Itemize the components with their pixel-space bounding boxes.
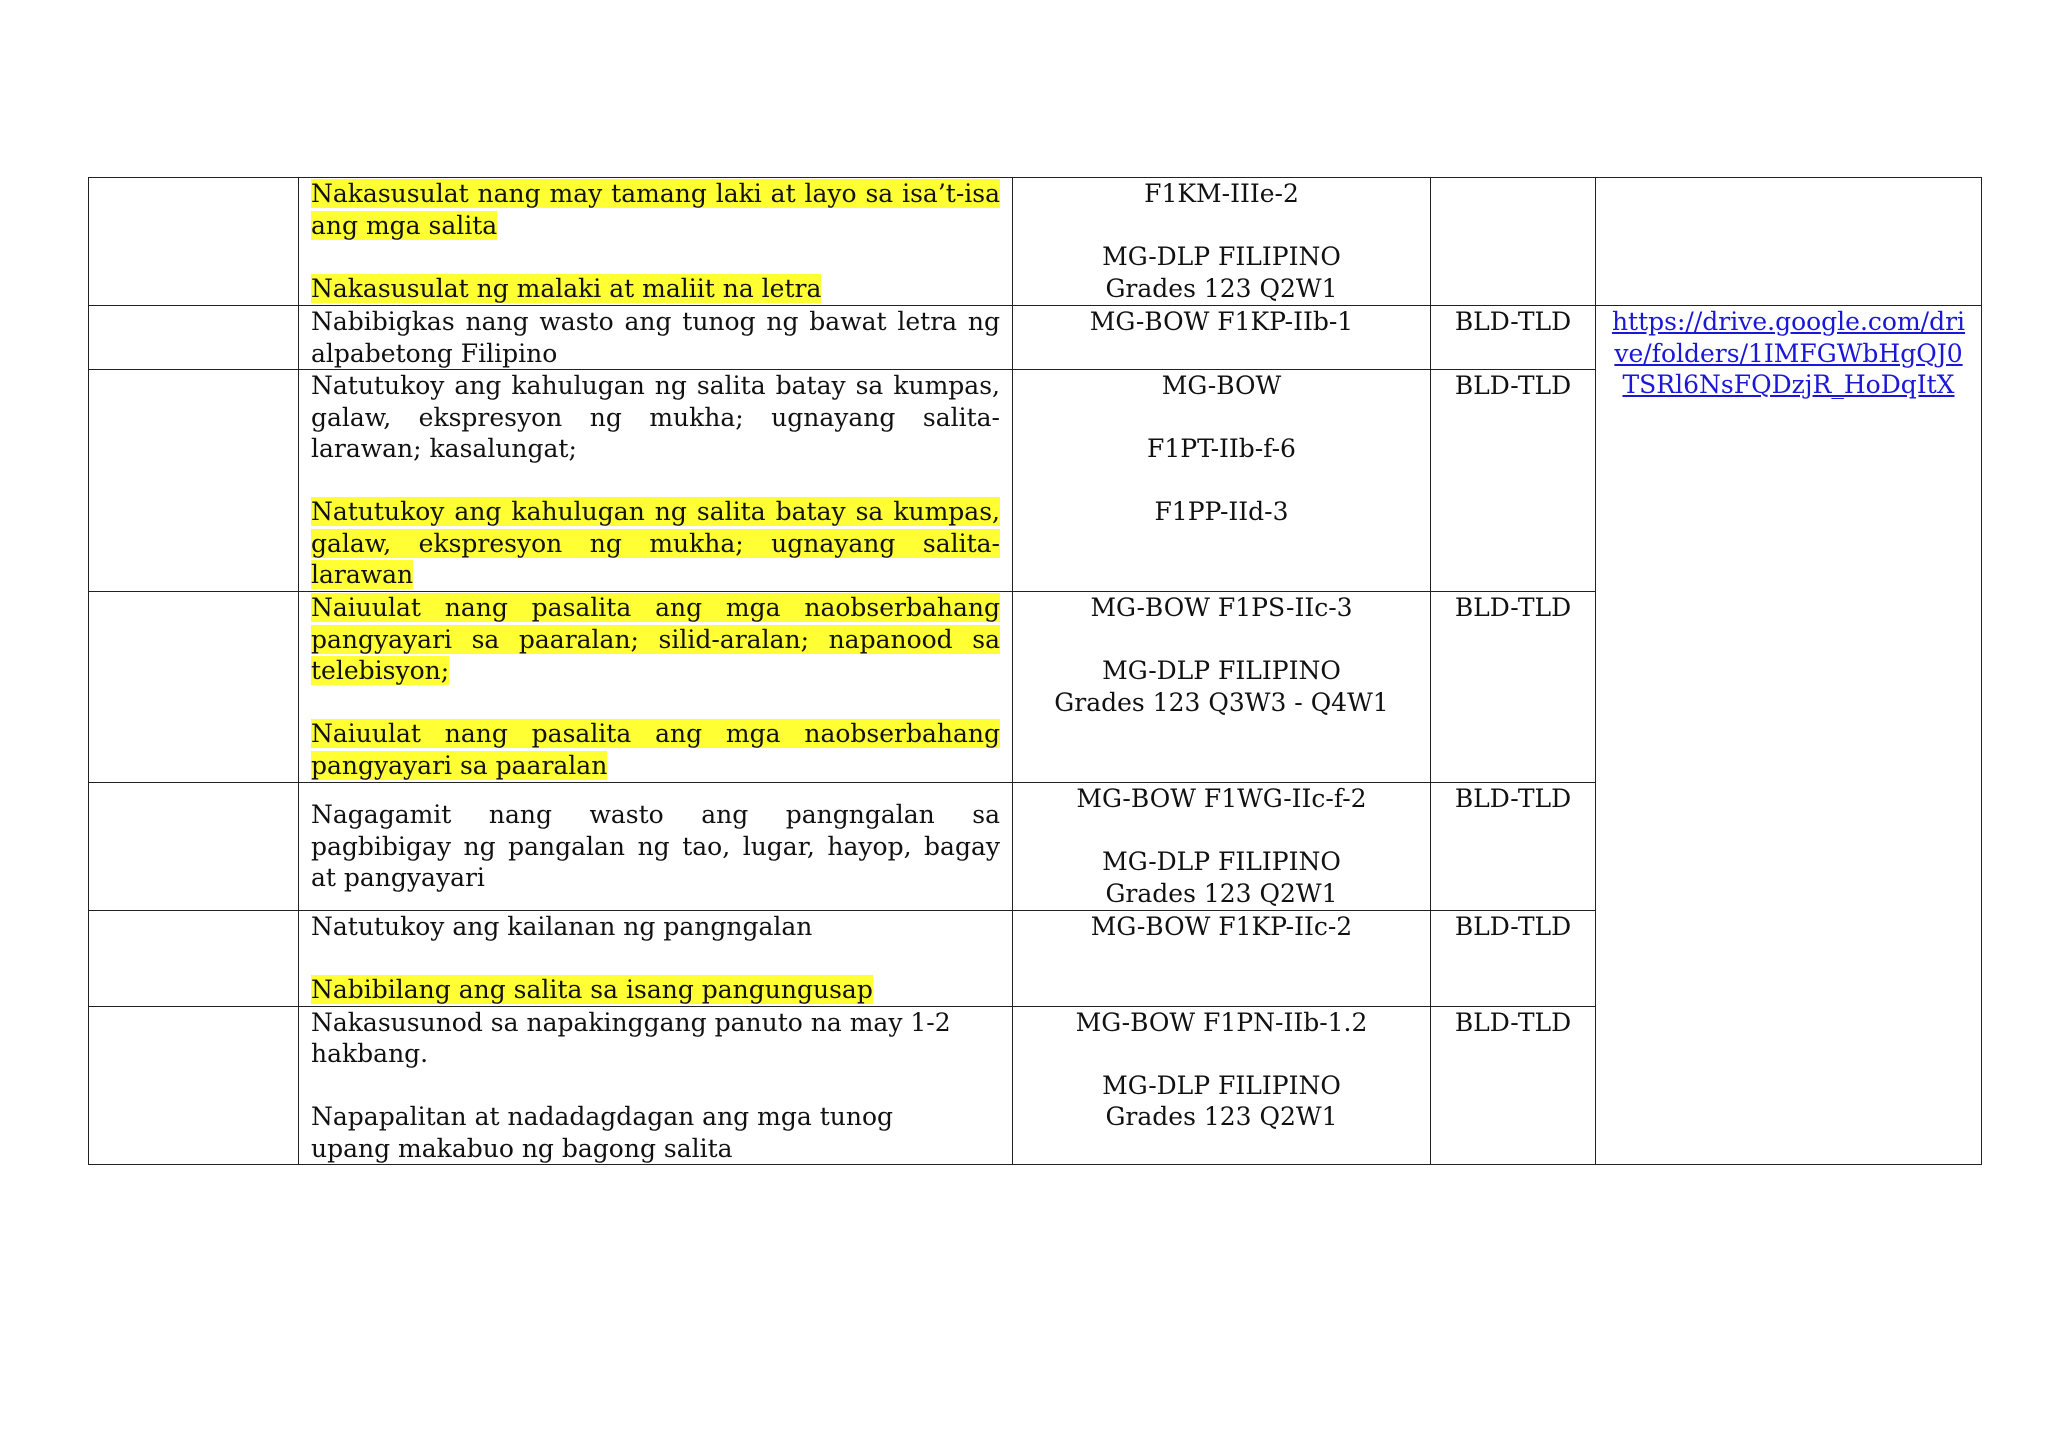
competency-cell — [299, 370, 1013, 592]
code-text: F1PP-IId-3 — [1154, 497, 1289, 526]
code-text: F1PT-IIb-f-6 — [1147, 434, 1296, 463]
competency-cell — [299, 306, 1013, 370]
blank-cell — [89, 306, 299, 370]
competency-text: Napapalitan at nadadagdagan ang mga tunog upang makabuo ng bagong salita — [311, 1102, 893, 1163]
code-cell — [1013, 178, 1431, 306]
mode-cell: BLD-TLD — [1431, 592, 1596, 783]
code-text: MG-BOW F1PN-IIb-1.2 — [1075, 1007, 1368, 1037]
blank-cell — [1596, 178, 1982, 306]
competency-text: Nakasusulat nang may tamang laki at layo sa isa’t-isa ang mga salita — [311, 179, 1000, 240]
competency-text: Nakasusunod sa napakinggang panuto na may 1-2 hakbang. — [311, 1007, 951, 1068]
code-text: Grades 123 Q2W1 — [1105, 878, 1338, 908]
competency-text: Naiuulat nang pasalita ang mga naobserbahang pangyayari sa paaralan — [311, 719, 1000, 780]
mode-cell: BLD-TLD — [1431, 783, 1596, 911]
code-cell — [1013, 370, 1431, 592]
blank-cell — [89, 370, 299, 592]
competency-cell — [299, 783, 1013, 911]
code-text: Grades 123 Q3W3 - Q4W1 — [1054, 687, 1389, 717]
competency-text: Natutukoy ang kahulugan ng salita batay sa kumpas, galaw, ekspresyon ng mukha; ugnayang salita-larawan — [311, 497, 1000, 589]
code-text: MG-DLP FILIPINO — [1102, 656, 1341, 685]
code-text: F1KM-IIIe-2 — [1144, 179, 1299, 208]
code-text: MG-BOW — [1161, 371, 1282, 400]
competency-text: Nabibilang ang salita sa isang pangungusap — [311, 975, 873, 1004]
competency-cell — [299, 592, 1013, 783]
blank-cell — [89, 178, 299, 306]
code-cell — [1013, 1006, 1431, 1165]
resource-link-cell — [1596, 306, 1982, 1165]
code-cell — [1013, 592, 1431, 783]
mode-cell — [1431, 178, 1596, 306]
code-text: MG-DLP FILIPINO — [1102, 242, 1341, 271]
code-text: Grades 123 Q2W1 — [1105, 273, 1338, 303]
competency-cell — [299, 178, 1013, 306]
code-cell — [1013, 783, 1431, 911]
code-text: MG-BOW F1KP-IIc-2 — [1090, 912, 1353, 941]
competency-text: Nakasusulat ng malaki at maliit na letra — [311, 273, 822, 303]
code-cell — [1013, 306, 1431, 370]
code-text: MG-BOW F1WG-IIc-f-2 — [1076, 784, 1367, 813]
competency-cell — [299, 911, 1013, 1007]
code-text: MG-DLP FILIPINO — [1102, 847, 1341, 876]
resource-link[interactable]: https://drive.google.com/drive/folders/1IMFGWbHgQJ0TSRl6NsFQDzjR_HoDqItX — [1611, 307, 1966, 399]
competency-text: Nagagamit nang wasto ang pangngalan sa pagbibigay ng pangalan ng tao, lugar, hayop, bagay at pangyayari — [311, 800, 1000, 893]
mode-cell: BLD-TLD — [1431, 1006, 1596, 1165]
mode-cell: BLD-TLD — [1431, 911, 1596, 1007]
blank-cell — [89, 911, 299, 1007]
competency-text: Natutukoy ang kailanan ng pangngalan — [311, 912, 813, 941]
mode-cell: BLD-TLD — [1431, 370, 1596, 592]
competency-cell — [299, 1006, 1013, 1165]
code-text: MG-BOW F1PS-IIc-3 — [1090, 593, 1353, 622]
table-row — [89, 306, 1982, 370]
curriculum-table — [88, 177, 1982, 1165]
code-text: MG-BOW F1KP-IIb-1 — [1089, 307, 1354, 336]
code-cell — [1013, 911, 1431, 1007]
competency-text: Nabibigkas nang wasto ang tunog ng bawat letra ng alpabetong Filipino — [311, 307, 1000, 368]
blank-cell — [89, 1006, 299, 1165]
table-row — [89, 178, 1982, 306]
competency-text: Naiuulat nang pasalita ang mga naobserbahang pangyayari sa paaralan; silid-aralan; napanood sa telebisyon; — [311, 593, 1000, 685]
code-text: MG-DLP FILIPINO — [1102, 1070, 1341, 1100]
competency-text: Natutukoy ang kahulugan ng salita batay sa kumpas, galaw, ekspresyon ng mukha; ugnayang salita-larawan; kasalungat; — [311, 371, 1000, 463]
blank-cell — [89, 783, 299, 911]
code-text: Grades 123 Q2W1 — [1105, 1102, 1338, 1131]
blank-cell — [89, 592, 299, 783]
mode-cell: BLD-TLD — [1431, 306, 1596, 370]
